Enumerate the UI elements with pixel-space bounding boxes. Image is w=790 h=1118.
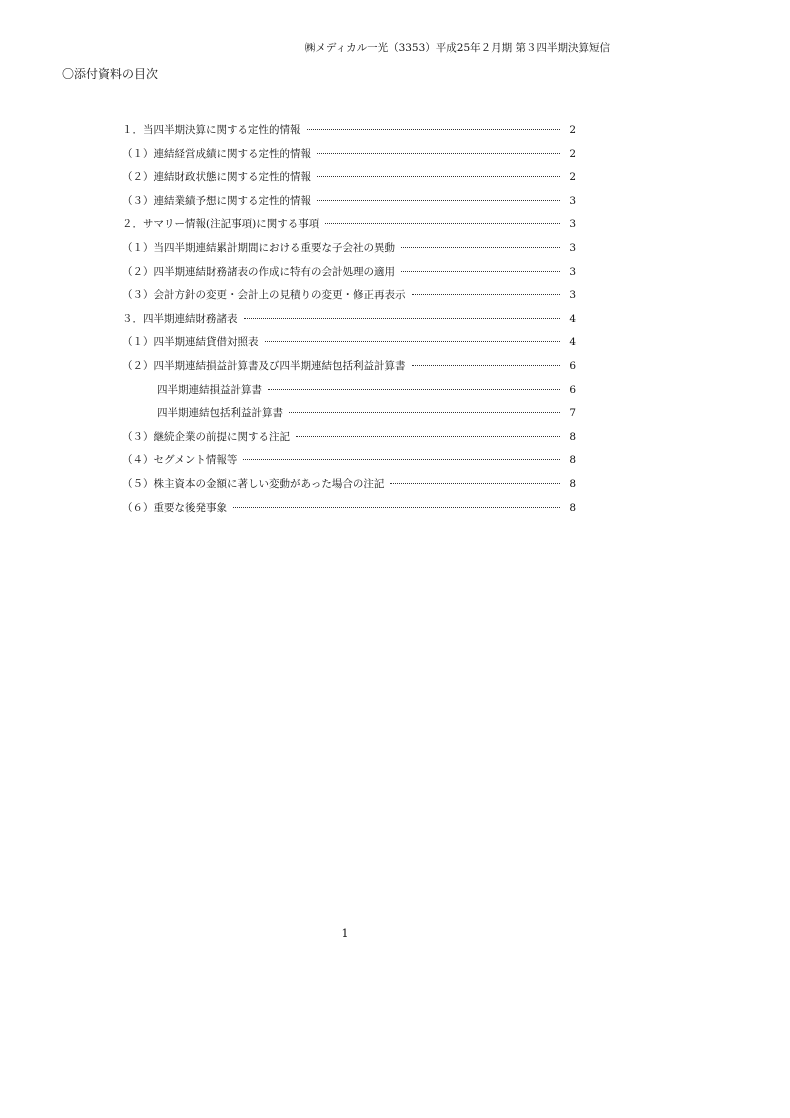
toc-entry-label: （６）重要な後発事象 <box>122 501 227 514</box>
toc-entry-page: 2 <box>569 171 576 184</box>
toc-dot-leader <box>401 247 560 248</box>
toc-dot-leader <box>390 483 560 484</box>
toc-dot-leader <box>317 153 560 154</box>
toc-entry-label: （３）連結業績予想に関する定性的情報 <box>122 194 311 207</box>
toc-entry-page: 2 <box>569 147 576 160</box>
toc-entry-page: 3 <box>569 218 576 231</box>
toc-entry[interactable] <box>122 358 576 382</box>
toc-dot-leader <box>233 507 560 508</box>
page-header: ㈱メディカル一光（3353）平成25年２月期 第３四半期決算短信 <box>304 42 610 54</box>
toc-entry[interactable] <box>122 216 576 240</box>
toc-entry[interactable] <box>122 311 576 335</box>
page-number: 1 <box>341 927 349 940</box>
toc-entry-page: 6 <box>569 383 576 396</box>
toc-entry-label: （１）当四半期連結累計期間における重要な子会社の異動 <box>122 241 395 254</box>
toc-entry-label: 四半期連結損益計算書 <box>157 383 262 396</box>
toc-entry[interactable] <box>122 240 576 264</box>
toc-entry-page: 4 <box>569 312 576 325</box>
toc-entry[interactable] <box>122 382 576 406</box>
toc-entry-page: 8 <box>569 430 576 443</box>
toc-dot-leader <box>296 436 560 437</box>
toc-dot-leader <box>265 341 561 342</box>
toc-entry[interactable] <box>122 146 576 170</box>
toc-entry[interactable] <box>122 476 576 500</box>
toc-dot-leader <box>243 459 560 460</box>
toc-entry[interactable] <box>122 405 576 429</box>
toc-entry-label: （３）継続企業の前提に関する注記 <box>122 430 290 443</box>
toc-dot-leader <box>317 176 560 177</box>
toc-heading: 〇添付資料の目次 <box>62 67 159 81</box>
toc-entry-label: （１）四半期連結貸借対照表 <box>122 336 259 349</box>
table-of-contents <box>122 122 576 523</box>
toc-entry-page: 8 <box>569 501 576 514</box>
toc-entry[interactable] <box>122 193 576 217</box>
toc-entry-page: 3 <box>569 241 576 254</box>
toc-entry-label: ２．サマリー情報(注記事項)に関する事項 <box>122 218 320 231</box>
toc-entry[interactable] <box>122 169 576 193</box>
toc-entry-page: 4 <box>569 336 576 349</box>
toc-entry-label: （１）連結経営成績に関する定性的情報 <box>122 147 311 160</box>
toc-dot-leader <box>244 318 561 319</box>
toc-entry-page: 2 <box>569 124 576 136</box>
toc-entry-page: 7 <box>569 407 576 420</box>
toc-entry[interactable] <box>122 429 576 453</box>
toc-entry[interactable] <box>122 452 576 476</box>
toc-entry-label: ３．四半期連結財務諸表 <box>122 312 238 325</box>
toc-entry-page: 8 <box>569 454 576 467</box>
toc-entry-label: （２）四半期連結損益計算書及び四半期連結包括利益計算書 <box>122 359 406 372</box>
toc-entry-label: （５）株主資本の金額に著しい変動があった場合の注記 <box>122 477 385 490</box>
toc-entry[interactable] <box>122 287 576 311</box>
toc-entry[interactable] <box>122 334 576 358</box>
toc-dot-leader <box>289 412 560 413</box>
toc-dot-leader <box>401 271 560 272</box>
toc-dot-leader <box>307 129 561 130</box>
toc-entry-page: 3 <box>569 194 576 207</box>
toc-dot-leader <box>317 200 560 201</box>
toc-entry-page: 8 <box>569 477 576 490</box>
toc-entry[interactable] <box>122 500 576 524</box>
toc-entry-label: （３）会計方針の変更・会計上の見積りの変更・修正再表示 <box>122 289 406 302</box>
toc-dot-leader <box>268 389 560 390</box>
toc-entry-label: 四半期連結包括利益計算書 <box>157 407 283 420</box>
toc-entry-label: １．当四半期決算に関する定性的情報 <box>122 124 301 136</box>
toc-dot-leader <box>412 294 561 295</box>
toc-dot-leader <box>412 365 561 366</box>
toc-entry-label: （４）セグメント情報等 <box>122 454 238 467</box>
toc-entry[interactable] <box>122 122 576 146</box>
toc-entry-label: （２）連結財政状態に関する定性的情報 <box>122 171 311 184</box>
toc-dot-leader <box>325 223 560 224</box>
toc-entry-page: 3 <box>569 265 576 278</box>
toc-entry-page: 3 <box>569 289 576 302</box>
toc-entry-label: （２）四半期連結財務諸表の作成に特有の会計処理の適用 <box>122 265 395 278</box>
toc-entry[interactable] <box>122 264 576 288</box>
toc-entry-page: 6 <box>569 359 576 372</box>
